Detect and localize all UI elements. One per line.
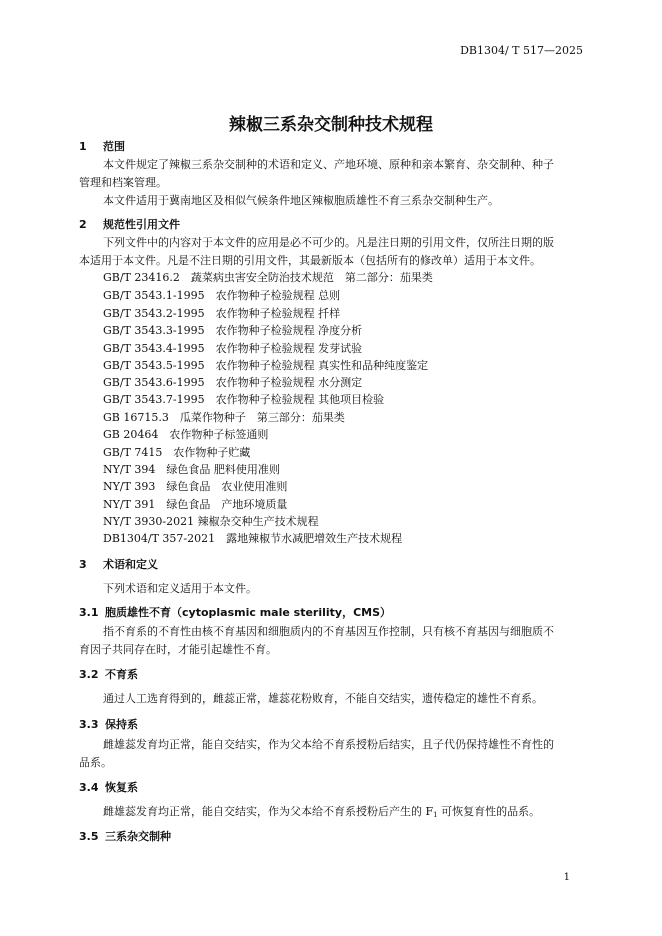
term-number: 3.5 bbox=[79, 830, 99, 843]
term-title: 保持系 bbox=[105, 718, 138, 731]
reference-item: GB/T 3543.1-1995 农作物种子检验规程 总则 bbox=[103, 289, 341, 302]
section-title: 规范性引用文件 bbox=[103, 218, 180, 231]
section-title: 术语和定义 bbox=[103, 558, 158, 571]
reference-item: GB/T 3543.6-1995 农作物种子检验规程 水分测定 bbox=[103, 376, 363, 389]
term-definition bbox=[103, 803, 584, 824]
term-3-3-heading bbox=[79, 716, 584, 734]
term-definition: 通过人工选育得到的，雌蕊正常，雄蕊花粉败育，不能自交结实，遗传稳定的雄性不育系。 bbox=[103, 692, 543, 705]
reference-item: NY/T 393 绿色食品 农业使用准则 bbox=[103, 480, 288, 493]
term-3-1-heading bbox=[79, 604, 584, 622]
term-definition: 品系。 bbox=[79, 756, 112, 769]
paragraph: 下列术语和定义适用于本文件。 bbox=[103, 582, 257, 595]
reference-item: NY/T 3930-2021 辣椒杂交种生产技术规程 bbox=[103, 515, 319, 528]
paragraph: 本文件适用于冀南地区及相似气候条件地区辣椒胞质雄性不育三系杂交制种生产。 bbox=[103, 194, 499, 207]
term-title: 恢复系 bbox=[105, 781, 138, 794]
paragraph: 本文件规定了辣椒三系杂交制种的术语和定义、产地环境、原种和亲本繁育、杂交制种、种子 bbox=[103, 158, 554, 171]
paragraph: 本适用于本文件。凡是不注日期的引用文件，其最新版本（包括所有的修改单）适用于本文件。 bbox=[79, 254, 541, 267]
standard-code: DB1304/ T 517—2025 bbox=[460, 44, 583, 57]
section-number: 1 bbox=[79, 140, 87, 153]
document-title: 辣椒三系杂交制种技术规程 bbox=[229, 115, 433, 135]
reference-item: GB/T 7415 农作物种子贮藏 bbox=[103, 446, 251, 459]
reference-item: DB1304/T 357-2021 露地辣椒节水减肥增效生产技术规程 bbox=[103, 532, 403, 545]
term-title: 胞质雄性不育（cytoplasmic male sterility，CMS） bbox=[105, 606, 392, 619]
section-number: 3 bbox=[79, 558, 87, 571]
section-2-heading bbox=[79, 216, 584, 234]
reference-item: GB/T 3543.5-1995 农作物种子检验规程 真实性和品种纯度鉴定 bbox=[103, 359, 429, 372]
term-definition: 雌雄蕊发育均正常，能自交结实，作为父本给不育系授粉后结实，且子代仍保持雄性不育性的 bbox=[103, 738, 554, 751]
term-definition: 指不育系的不育性由核不育基因和细胞质内的不育基因互作控制，只有核不育基因与细胞质不 bbox=[103, 625, 554, 638]
reference-item: GB/T 23416.2 蔬菜病虫害安全防治技术规范 第二部分：茄果类 bbox=[103, 271, 433, 284]
reference-item: GB/T 3543.7-1995 农作物种子检验规程 其他项目检验 bbox=[103, 393, 385, 406]
section-title: 范围 bbox=[103, 140, 125, 153]
reference-item: GB 20464 农作物种子标签通则 bbox=[103, 428, 269, 441]
reference-item: GB/T 3543.4-1995 农作物种子检验规程 发芽试验 bbox=[103, 342, 363, 355]
paragraph: 下列文件中的内容对于本文件的应用是必不可少的。凡是注日期的引用文件，仅所注日期的版 bbox=[103, 236, 554, 249]
term-number: 3.2 bbox=[79, 668, 99, 681]
term-3-2-heading bbox=[79, 666, 584, 684]
page-number: 1 bbox=[563, 872, 570, 883]
subscript: 1 bbox=[433, 811, 438, 819]
term-definition: 育因子共同存在时，才能引起雄性不育。 bbox=[79, 643, 277, 656]
term-title: 不育系 bbox=[105, 668, 138, 681]
reference-item: GB 16715.3 瓜菜作物种子 第三部分：茄果类 bbox=[103, 411, 345, 424]
term-3-4-heading bbox=[79, 779, 584, 797]
definition-text: 雌雄蕊发育均正常，能自交结实，作为父本给不育系授粉后产生的 F bbox=[103, 805, 434, 818]
section-number: 2 bbox=[79, 218, 87, 231]
term-number: 3.3 bbox=[79, 718, 99, 731]
section-1-heading bbox=[79, 138, 584, 156]
term-title: 三系杂交制种 bbox=[105, 830, 171, 843]
reference-item: NY/T 391 绿色食品 产地环境质量 bbox=[103, 498, 288, 511]
definition-text: 可恢复育性的品系。 bbox=[437, 805, 541, 818]
reference-item: GB/T 3543.2-1995 农作物种子检验规程 扦样 bbox=[103, 307, 341, 320]
section-3-heading bbox=[79, 556, 584, 574]
term-number: 3.1 bbox=[79, 606, 99, 619]
term-number: 3.4 bbox=[79, 781, 99, 794]
paragraph: 管理和档案管理。 bbox=[79, 176, 167, 189]
reference-item: NY/T 394 绿色食品 肥料使用准则 bbox=[103, 463, 280, 476]
term-3-5-heading bbox=[79, 828, 584, 846]
reference-item: GB/T 3543.3-1995 农作物种子检验规程 净度分析 bbox=[103, 324, 363, 337]
